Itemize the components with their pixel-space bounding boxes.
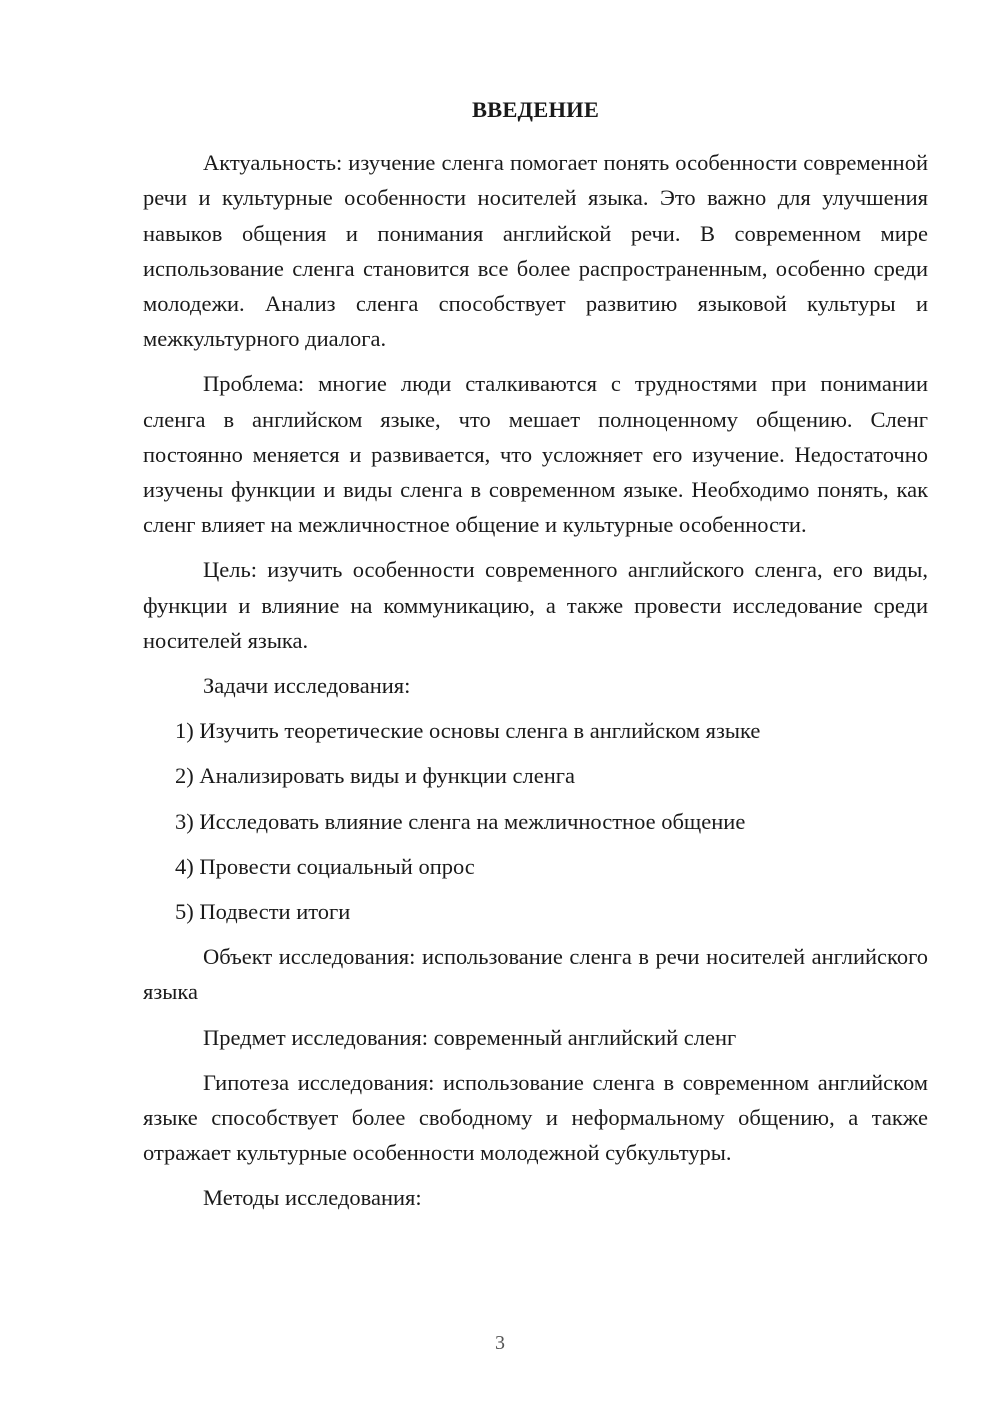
tasks-list (143, 713, 928, 929)
methods-heading: Методы исследования: (203, 1185, 422, 1211)
task-item: 5) Подвести итоги (175, 899, 351, 925)
page-number: 3 (495, 1332, 505, 1354)
task-item: 2) Анализировать виды и функции сленга (175, 763, 575, 789)
object-paragraph: Объект исследования: использование сленга в речи носителей английского языка (143, 944, 928, 1005)
subject-paragraph: Предмет исследования: современный английский сленг (203, 1024, 737, 1050)
relevance-paragraph: Актуальность: изучение сленга помогает понять особенности современной речи и культурные особенности носителей языка. Это важно для улучшения навыков общения и понимания английской речи. В современном мире использование сленга становится все более распространенным, особенно среди молодежи. Анализ сленга способствует развитию языковой культуры и межкультурного диалога. (143, 150, 928, 352)
goal-paragraph: Цель: изучить особенности современного английского сленга, его виды, функции и влияние на коммуникацию, а также провести исследование среди носителей языка. (143, 557, 928, 653)
problem-paragraph: Проблема: многие люди сталкиваются с трудностями при понимании сленга в английском языке, что мешает полноценному общению. Сленг постоянно меняется и развивается, что усложняет его изучение. Недостаточно изучены функции и виды сленга в современном языке. Необходимо понять, как сленг влияет на межличностное общение и культурные особенности. (143, 371, 928, 538)
document-page (143, 92, 928, 1226)
document-title: ВВЕДЕНИЕ (471, 97, 600, 122)
task-item: 4) Провести социальный опрос (175, 853, 475, 879)
task-item: 3) Исследовать влияние сленга на межличностное общение (175, 808, 746, 834)
task-item: 1) Изучить теоретические основы сленга в английском языке (175, 718, 761, 744)
hypothesis-paragraph: Гипотеза исследования: использование сленга в современном английском языке способствует более свободному и неформальному общению, а также отражает культурные особенности молодежной субкультуры. (143, 1069, 928, 1166)
tasks-heading: Задачи исследования: (203, 673, 411, 699)
